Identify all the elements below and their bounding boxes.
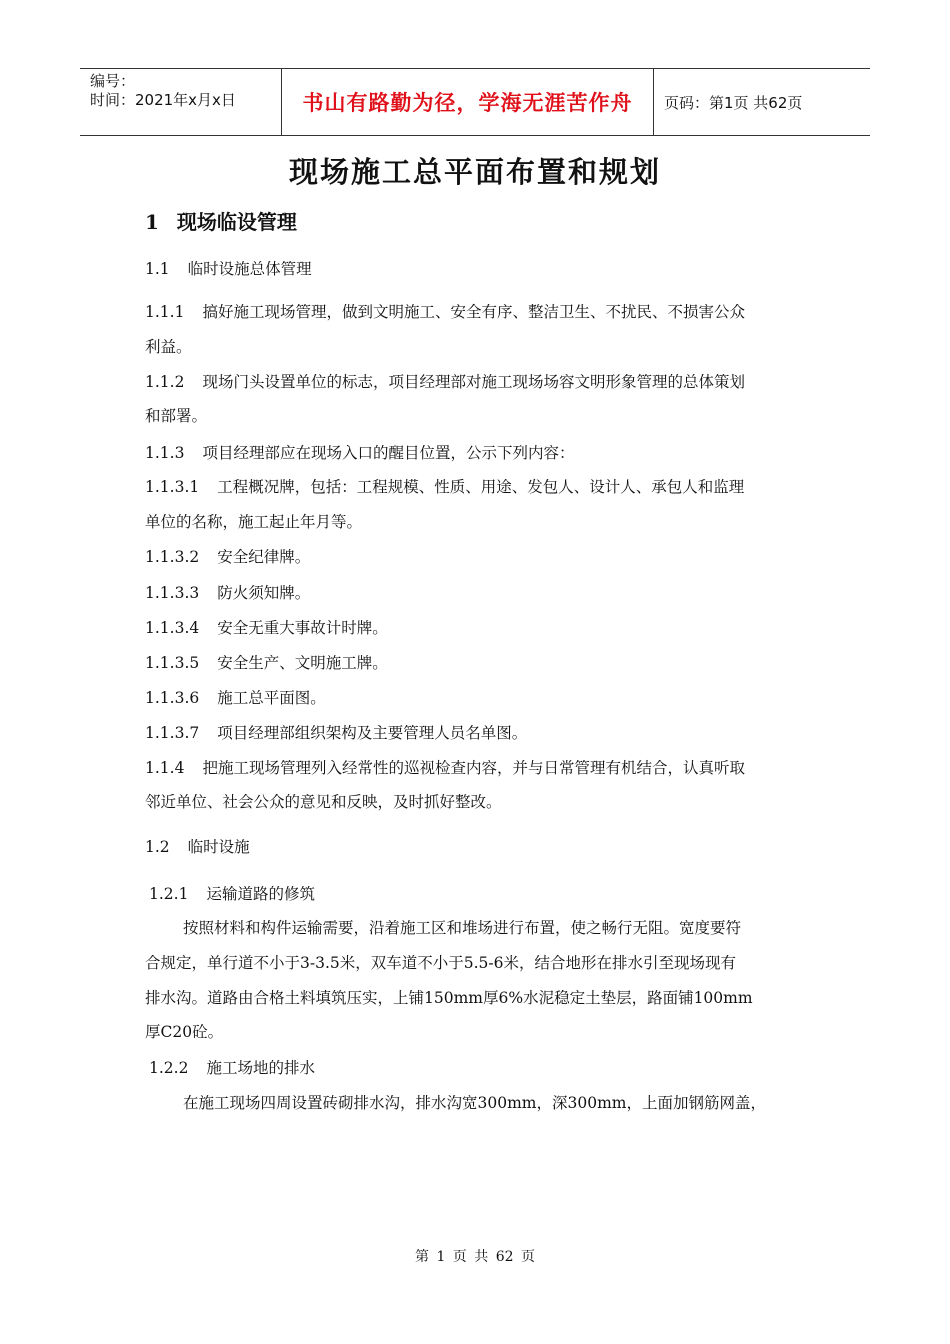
time-label: 时间：2021年x月x日 <box>90 91 236 109</box>
para-1-1-3-4: 1.1.3.4 安全无重大事故计时牌。 <box>145 619 388 637</box>
para-1-1-1: 1.1.1 搞好施工现场管理，做到文明施工、安全有序、整洁卫生、不扰民、不损害公众 <box>145 303 745 321</box>
para-1-1-4-cont: 邻近单位、社会公众的意见和反映，及时抓好整改。 <box>145 793 502 811</box>
para-1-1-3-2: 1.1.3.2 安全纪律牌。 <box>145 548 311 566</box>
header-motto: 书山有路勤为径，学海无涯苦作舟 <box>282 69 654 135</box>
para-1-1-3-7: 1.1.3.7 项目经理部组织架构及主要管理人员名单图。 <box>145 724 528 742</box>
para-1-2-1-line4: 厚C20砼。 <box>145 1023 224 1041</box>
section-1-2: 1.2 临时设施 <box>145 838 250 856</box>
para-1-1-3-6: 1.1.3.6 施工总平面图。 <box>145 689 326 707</box>
page-footer: 第 1 页 共 62 页 <box>415 1249 535 1265</box>
document-header <box>80 68 870 136</box>
para-1-1-3-1: 1.1.3.1 工程概况牌，包括：工程规模、性质、用途、发包人、设计人、承包人和监理 <box>145 478 745 496</box>
header-page-info: 页码：第1页 共62页 <box>664 93 803 112</box>
header-meta <box>80 69 282 135</box>
section-1-2-2: 1.2.2 施工场地的排水 <box>149 1059 315 1077</box>
para-1-1-4: 1.1.4 把施工现场管理列入经常性的巡视检查内容，并与日常管理有机结合，认真听取 <box>145 759 745 777</box>
para-1-1-1-cont: 利益。 <box>145 338 192 356</box>
section-1-2-1: 1.2.1 运输道路的修筑 <box>149 885 315 903</box>
para-1-1-3-1-cont: 单位的名称，施工起止年月等。 <box>145 513 363 531</box>
para-1-2-1-line3: 排水沟。道路由合格土料填筑压实，上铺150mm厚6%水泥稳定土垫层，路面铺100mm <box>145 989 753 1007</box>
para-1-1-3-3: 1.1.3.3 防火须知牌。 <box>145 584 311 602</box>
document-title: 现场施工总平面布置和规划 <box>288 155 661 189</box>
section-heading-1: 1 现场临设管理 <box>145 210 297 234</box>
para-1-2-1-line1: 按照材料和构件运输需要，沿着施工区和堆场进行布置，使之畅行无阻。宽度要符 <box>183 919 742 937</box>
para-1-1-3: 1.1.3 项目经理部应在现场入口的醒目位置，公示下列内容： <box>145 444 575 462</box>
para-1-2-1-line2: 合规定，单行道不小于3-3.5米，双车道不小于5.5-6米，结合地形在排水引至现场现有 <box>145 954 737 972</box>
para-1-1-2: 1.1.2 现场门头设置单位的标志，项目经理部对施工现场场容文明形象管理的总体策划 <box>145 373 745 391</box>
number-label: 编号： <box>90 72 136 90</box>
section-1-1: 1.1 临时设施总体管理 <box>145 260 312 278</box>
para-1-2-2-line1: 在施工现场四周设置砖砌排水沟，排水沟宽300mm，深300mm，上面加钢筋网盖， <box>183 1094 766 1112</box>
para-1-1-2-cont: 和部署。 <box>145 407 208 425</box>
para-1-1-3-5: 1.1.3.5 安全生产、文明施工牌。 <box>145 654 388 672</box>
